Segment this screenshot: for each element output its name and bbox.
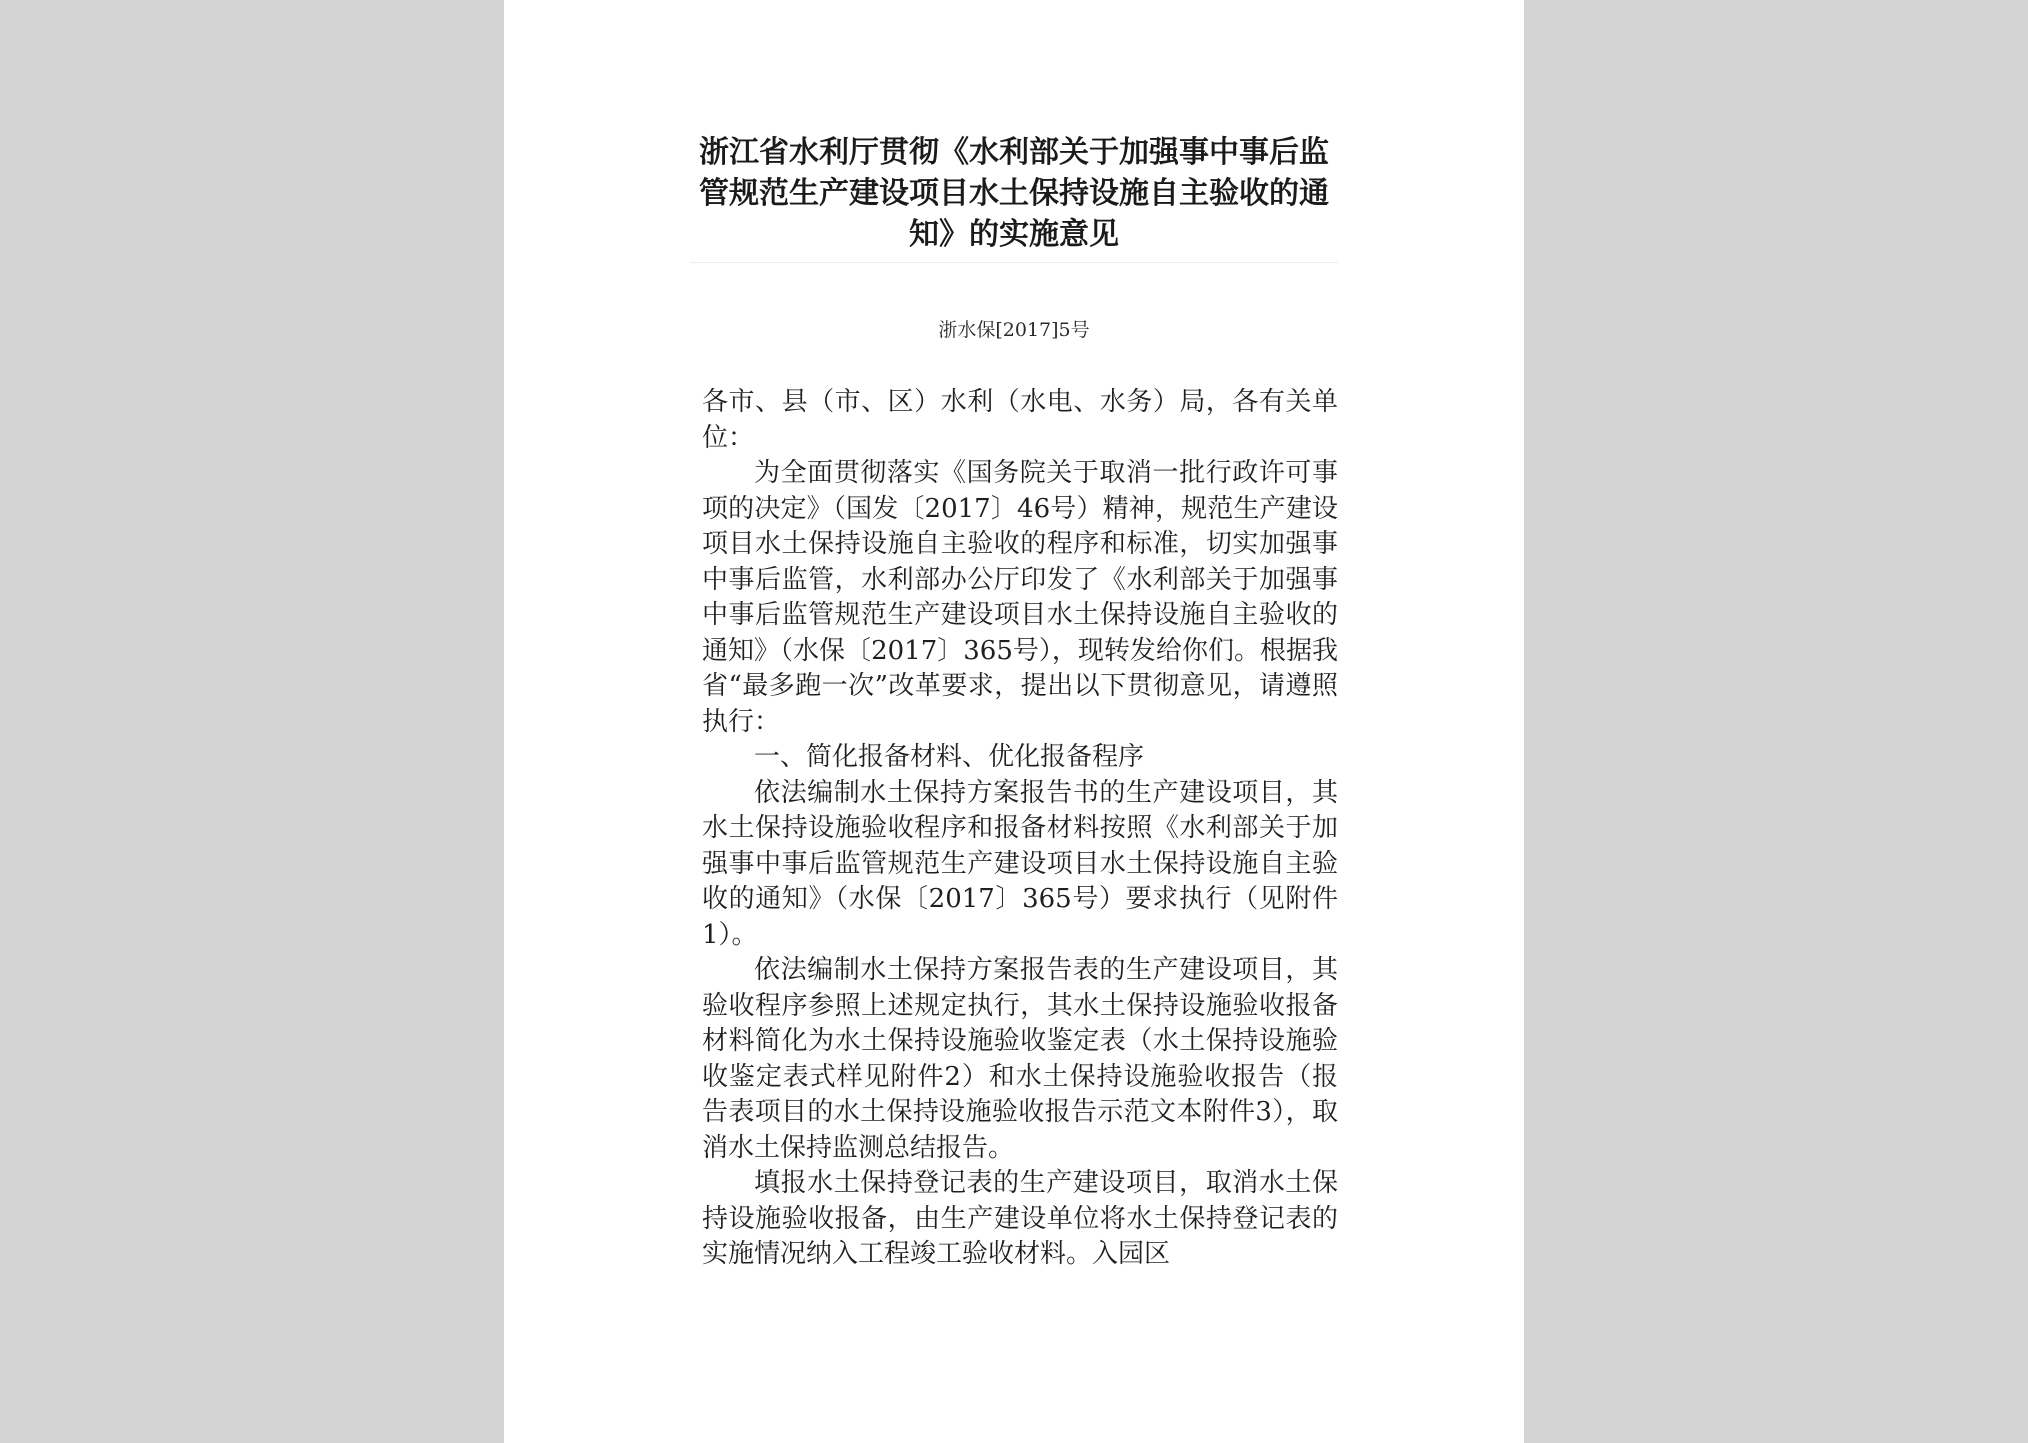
paragraph-report-book: 依法编制水土保持方案报告书的生产建设项目，其水土保持设施验收程序和报备材料按照《水利部关于加强事中事后监管规范生产建设项目水土保持设施自主验收的通知》（水保〔2017〕365号）要求执行（见附件1）。 xyxy=(702,777,1338,950)
document-page xyxy=(504,0,1524,1443)
title-divider xyxy=(690,262,1338,263)
document-body xyxy=(702,385,1338,1273)
paragraph-registration-form: 填报水土保持登记表的生产建设项目，取消水土保持设施验收报备，由生产建设单位将水土保持登记表的实施情况纳入工程竣工验收材料。入园区 xyxy=(702,1168,1338,1269)
document-number: 浙水保[2017]5号 xyxy=(938,319,1090,341)
document-title: 浙江省水利厅贯彻《水利部关于加强事中事后监管规范生产建设项目水土保持设施自主验收的通知》的实施意见 xyxy=(699,135,1329,252)
paragraph-intro: 为全面贯彻落实《国务院关于取消一批行政许可事项的决定》（国发〔2017〕46号）精神，规范生产建设项目水土保持设施自主验收的程序和标准，切实加强事中事后监管，水利部办公厅印发了《水利部关于加强事中事后监管规范生产建设项目水土保持设施自主验收的通知》（水保〔2017〕365号），现转发给你们。根据我省“最多跑一次”改革要求，提出以下贯彻意见，请遵照执行： xyxy=(702,458,1338,737)
paragraph-report-form: 依法编制水土保持方案报告表的生产建设项目，其验收程序参照上述规定执行，其水土保持设施验收报备材料简化为水土保持设施验收鉴定表（水土保持设施验收鉴定表式样见附件2）和水土保持设施验收报告（报告表项目的水土保持设施验收报告示范文本附件3），取消水土保持监测总结报告。 xyxy=(702,955,1338,1163)
section-heading: 一、简化报备材料、优化报备程序 xyxy=(754,742,1145,772)
addressee: 各市、县（市、区）水利（水电、水务）局，各有关单位： xyxy=(702,387,1338,453)
